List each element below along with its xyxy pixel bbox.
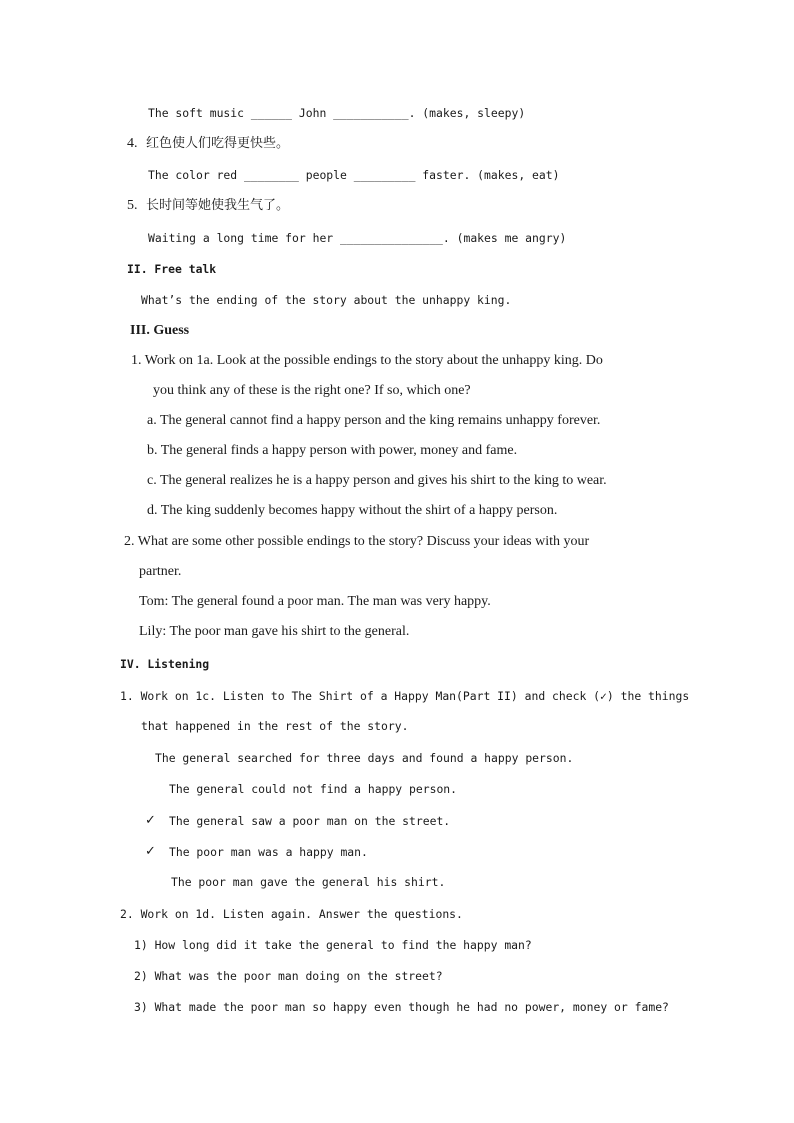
guess-question-1-line-2: you think any of these is the right one? If so, which one? <box>153 383 471 398</box>
listening-sub-question-1: 1) How long did it take the general to find the happy man? <box>134 938 532 952</box>
dialogue-line-tom: Tom: The general found a poor man. The man was very happy. <box>139 594 491 609</box>
listening-statement-5: The poor man gave the general his shirt. <box>171 875 446 889</box>
guess-heading: III. Guess <box>130 323 190 338</box>
exercise-4-sentence: The color red ________ people _________ faster. (makes, eat) <box>148 168 560 182</box>
guess-option-c: c. The general realizes he is a happy person and gives his shirt to the king to wear. <box>147 473 607 488</box>
guess-option-d: d. The king suddenly becomes happy without the shirt of a happy person. <box>147 503 558 518</box>
guess-question-2-line-2: partner. <box>139 564 182 579</box>
guess-question-1-line-1: 1. Work on 1a. Look at the possible endings to the story about the unhappy king. Do <box>131 353 603 368</box>
listening-question-1-line-1: 1. Work on 1c. Listen to The Shirt of a Happy Man(Part II) and check (✓) the things <box>120 689 690 703</box>
free-talk-question: What’s the ending of the story about the unhappy king. <box>141 293 512 307</box>
listening-sub-question-2: 2) What was the poor man doing on the street? <box>134 969 443 983</box>
listening-statement-3: The general saw a poor man on the street. <box>169 814 451 828</box>
guess-option-a: a. The general cannot find a happy person and the king remains unhappy forever. <box>147 413 601 428</box>
listening-heading: IV. Listening <box>120 657 210 671</box>
exercise-5-sentence: Waiting a long time for her _______________. (makes me angry) <box>148 231 567 245</box>
listening-statement-2: The general could not find a happy person. <box>169 782 458 796</box>
exercise-5-number: 5. <box>127 198 138 213</box>
free-talk-heading: II. Free talk <box>127 262 217 276</box>
listening-question-2: 2. Work on 1d. Listen again. Answer the questions. <box>120 907 463 921</box>
exercise-5-chinese: 长时间等她使我生气了。 <box>146 198 290 213</box>
listening-statement-1: The general searched for three days and found a happy person. <box>155 751 574 765</box>
listening-sub-question-3: 3) What made the poor man so happy even though he had no power, money or fame? <box>134 1000 669 1014</box>
checkmark-icon: ✓ <box>145 844 156 859</box>
exercise-3-sentence: The soft music ______ John ___________. (makes, sleepy) <box>148 106 526 120</box>
checkmark-icon: ✓ <box>145 813 156 828</box>
listening-question-1-line-2: that happened in the rest of the story. <box>141 719 409 733</box>
guess-option-b: b. The general finds a happy person with power, money and fame. <box>147 443 518 458</box>
exercise-4-chinese: 红色使人们吃得更快些。 <box>146 136 290 151</box>
exercise-4-number: 4. <box>127 136 138 151</box>
dialogue-line-lily: Lily: The poor man gave his shirt to the general. <box>139 624 410 639</box>
guess-question-2-line-1: 2. What are some other possible endings to the story? Discuss your ideas with your <box>124 534 590 549</box>
listening-statement-4: The poor man was a happy man. <box>169 845 368 859</box>
